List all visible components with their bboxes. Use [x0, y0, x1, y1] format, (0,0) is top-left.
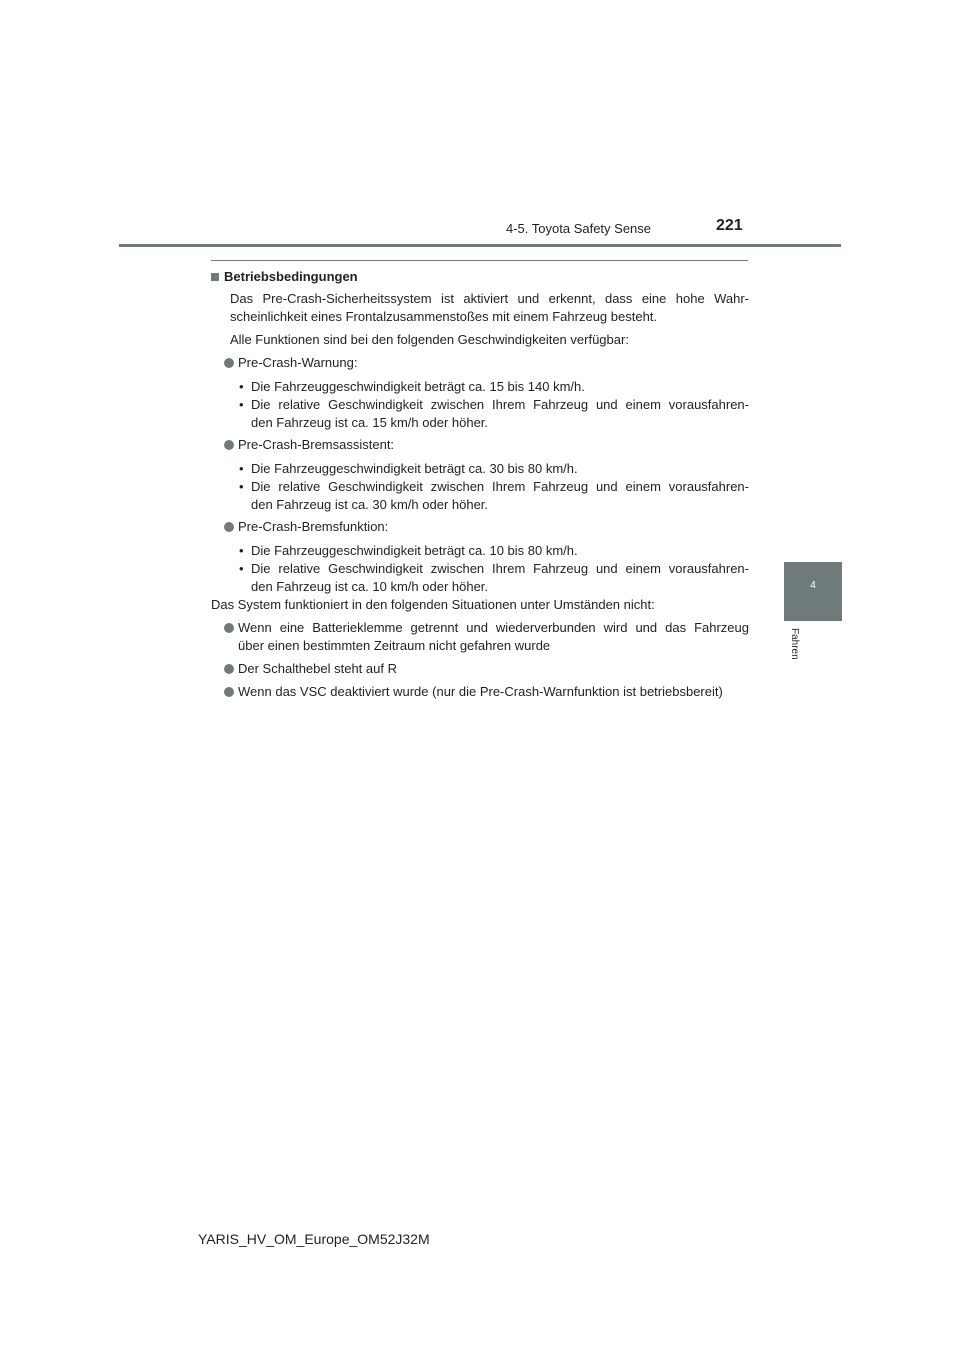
chapter-label: [784, 628, 806, 672]
dot-bullet-icon: •: [239, 543, 244, 558]
function-item: [211, 436, 749, 454]
function-conditions: [211, 378, 749, 432]
circle-bullet-icon: [224, 664, 234, 674]
condition-item: [211, 478, 749, 514]
condition-text: Die Fahrzeuggeschwindigkeit beträgt ca. 10 bis 80 km/h.: [251, 543, 578, 558]
condition-text: Die relative Geschwindigkeit zwischen Ihrem Fahrzeug und einem vorausfahren-: [251, 561, 749, 576]
function-title: Pre-Crash-Bremsassistent:: [238, 437, 395, 452]
condition-item: [211, 378, 749, 396]
condition-text: Die Fahrzeuggeschwindigkeit beträgt ca. 30 bis 80 km/h.: [251, 461, 578, 476]
condition-text-continued: den Fahrzeug ist ca. 30 km/h oder höher.: [251, 497, 489, 512]
dot-bullet-icon: •: [239, 479, 244, 494]
condition-item: [211, 396, 749, 432]
chapter-label-text: Fahren: [789, 628, 800, 660]
dot-bullet-icon: •: [239, 561, 244, 576]
footer-doc-id: YARIS_HV_OM_Europe_OM52J32M: [198, 1231, 430, 1247]
condition-text-continued: den Fahrzeug ist ca. 15 km/h oder höher.: [251, 415, 489, 430]
dot-bullet-icon: •: [239, 379, 244, 394]
dot-bullet-icon: •: [239, 397, 244, 412]
function-title: Pre-Crash-Bremsfunktion:: [238, 519, 389, 534]
circle-bullet-icon: [224, 440, 234, 450]
section-heading: [211, 268, 749, 286]
circle-bullet-icon: [224, 623, 234, 633]
condition-text: Die Fahrzeuggeschwindigkeit beträgt ca. 15 bis 140 km/h.: [251, 379, 585, 394]
chapter-tab[interactable]: [784, 562, 842, 621]
condition-item: [211, 460, 749, 478]
header-rule: [119, 244, 841, 247]
situation-item: [211, 660, 749, 678]
situation-text: Der Schalthebel steht auf R: [238, 661, 397, 676]
situation-text: Wenn das VSC deaktiviert wurde (nur die Pre-Crash-Warnfunktion ist betriebsbereit): [238, 684, 723, 699]
condition-text: Die relative Geschwindigkeit zwischen Ihrem Fahrzeug und einem vorausfahren-: [251, 479, 749, 494]
situation-item: [211, 619, 749, 655]
intro-line-1: Das Pre-Crash-Sicherheitssystem ist aktiviert und erkennt, dass eine hohe Wahr-: [230, 291, 749, 306]
content-top-rule: [211, 260, 748, 261]
condition-item: [211, 542, 749, 560]
function-item: [211, 354, 749, 372]
page-number: 221: [716, 217, 743, 234]
dot-bullet-icon: •: [239, 461, 244, 476]
chapter-number: 4: [810, 580, 816, 591]
circle-bullet-icon: [224, 358, 234, 368]
intro-line-2: scheinlichkeit eines Frontalzusammenstoßes mit einem Fahrzeug besteht.: [230, 309, 658, 324]
situation-item: [211, 683, 749, 701]
square-bullet-icon: [211, 273, 219, 281]
circle-bullet-icon: [224, 522, 234, 532]
situation-text: Wenn eine Batterieklemme getrennt und wiederverbunden wird und das Fahrzeug: [238, 620, 749, 635]
header-section-title: 4-5. Toyota Safety Sense: [506, 221, 652, 236]
function-title: Pre-Crash-Warnung:: [238, 355, 358, 370]
page-content: [211, 268, 749, 706]
condition-text: Die relative Geschwindigkeit zwischen Ihrem Fahrzeug und einem vorausfahren-: [251, 397, 749, 412]
intro-paragraph: [211, 290, 749, 326]
circle-bullet-icon: [224, 687, 234, 697]
section-heading-text: Betriebsbedingungen: [224, 269, 358, 284]
not-working-intro: Das System funktioniert in den folgenden Situationen unter Umständen nicht:: [211, 597, 655, 612]
function-conditions: [211, 460, 749, 514]
availability-paragraph: Alle Funktionen sind bei den folgenden Geschwindigkeiten verfügbar:: [230, 332, 629, 347]
function-conditions: [211, 542, 749, 596]
condition-text-continued: den Fahrzeug ist ca. 10 km/h oder höher.: [251, 579, 489, 594]
condition-item: [211, 560, 749, 596]
function-item: [211, 518, 749, 536]
situation-text-continued: über einen bestimmten Zeitraum nicht gefahren wurde: [238, 638, 551, 653]
